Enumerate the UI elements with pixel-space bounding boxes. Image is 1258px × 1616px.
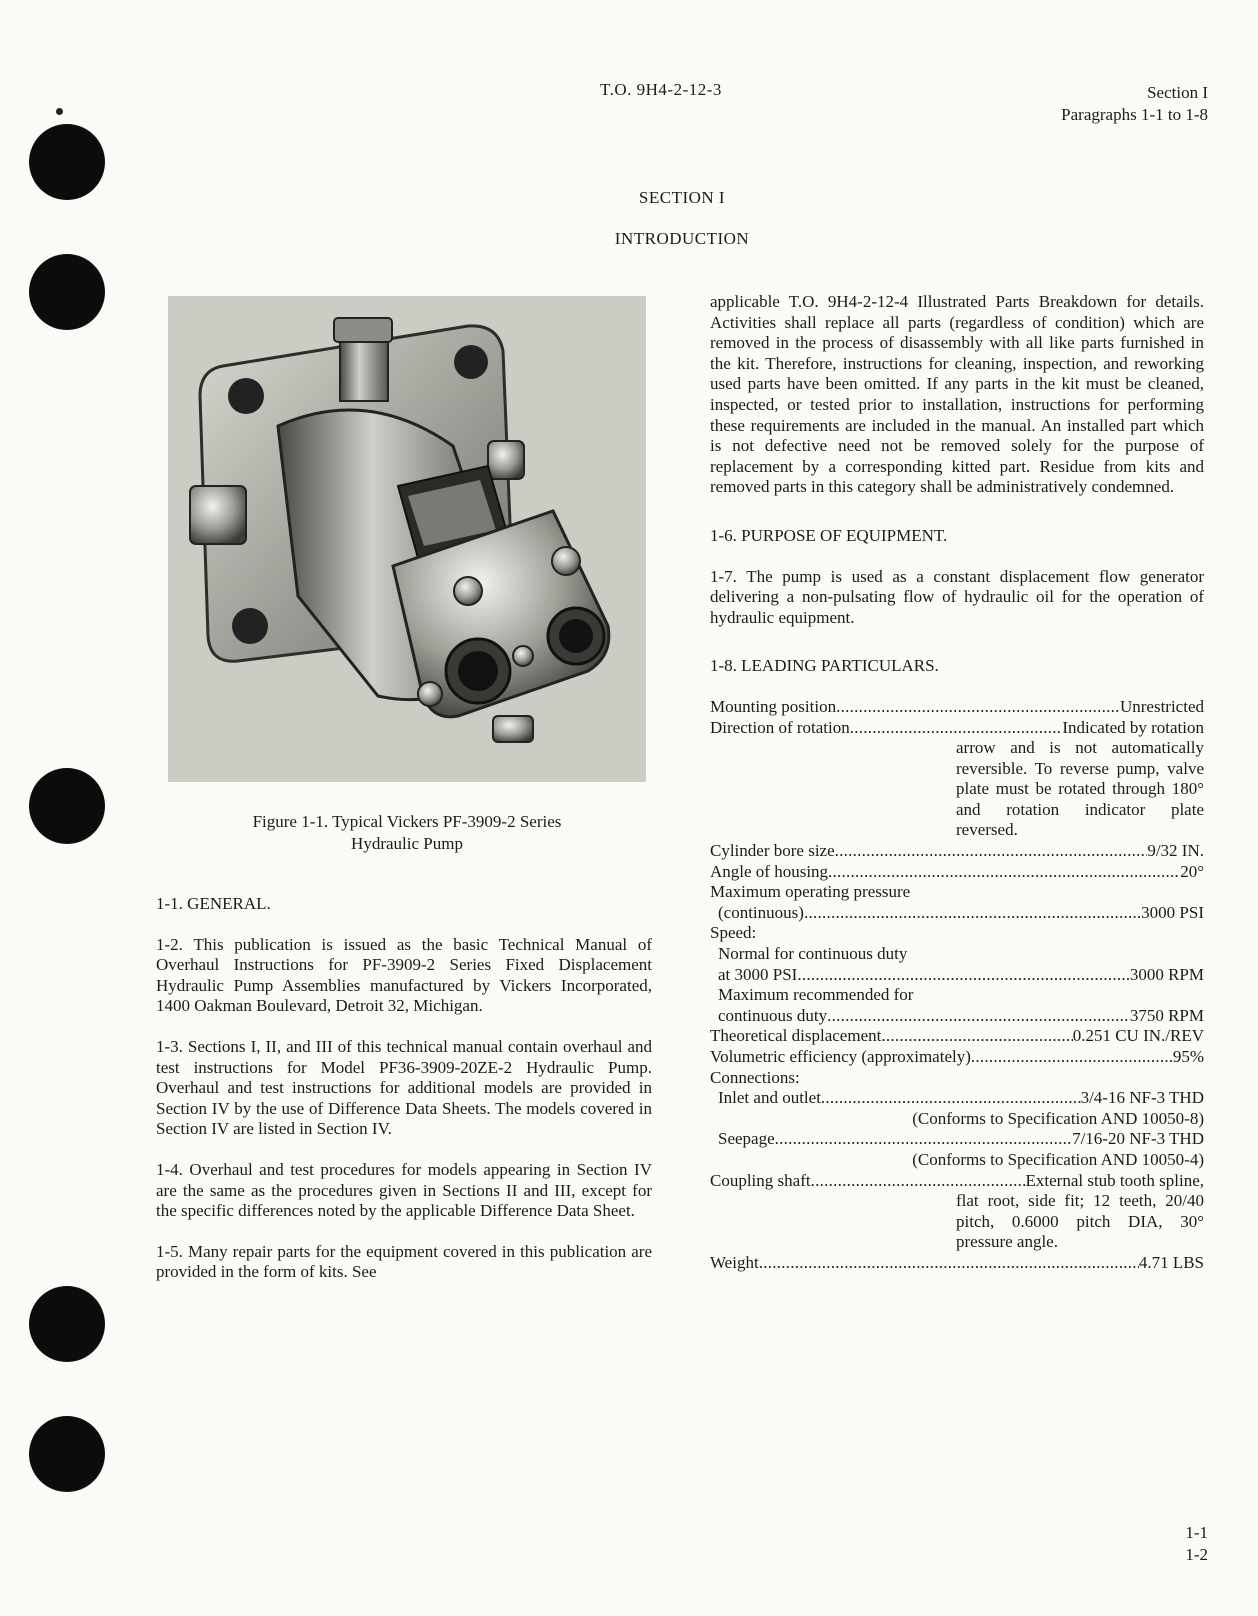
value: 3000 RPM (1129, 964, 1204, 984)
seepage-specification-note: (Conforms to Specification AND 10050-4) (912, 1149, 1204, 1169)
value: 3/4-16 NF-3 THD (1080, 1088, 1204, 1108)
section-reference (1061, 82, 1208, 126)
normal-duty-heading: Normal for continuous duty (718, 944, 908, 964)
section-label: Section I (1147, 83, 1208, 102)
value: 3000 PSI (1141, 902, 1204, 922)
figure-caption (168, 811, 646, 855)
row-volumetric-efficiency (710, 1047, 1204, 1068)
label: continuous duty (718, 1005, 828, 1025)
leader-dots (804, 903, 1141, 924)
leader-dots (881, 1026, 1072, 1047)
left-column (156, 894, 652, 1303)
row-normal-speed (710, 965, 1204, 986)
leader-dots (775, 1129, 1072, 1150)
section-title: SECTION I (638, 188, 726, 207)
label: Theoretical displacement (710, 1026, 882, 1046)
label: Weight (710, 1252, 759, 1272)
value: 3750 RPM (1129, 1005, 1204, 1025)
connections-heading: Connections: (710, 1067, 800, 1087)
leading-particulars-list (710, 697, 1204, 1274)
leader-dots (759, 1253, 1139, 1274)
introduction-title: INTRODUCTION (614, 229, 750, 248)
stray-mark (56, 108, 63, 115)
leader-dots (835, 841, 1148, 862)
row-seepage (710, 1129, 1204, 1150)
binder-hole-5 (29, 1416, 105, 1492)
row-theoretical-displacement (710, 1026, 1204, 1047)
binder-hole-2 (29, 254, 105, 330)
value: 4.71 LBS (1138, 1252, 1204, 1272)
leader-dots (811, 1171, 1026, 1192)
leader-dots (821, 1088, 1081, 1109)
figure-caption-line-1: Figure 1-1. Typical Vickers PF-3909-2 Series (252, 812, 562, 831)
binder-hole-4 (29, 1286, 105, 1362)
row-operating-pressure (710, 903, 1204, 924)
label: Seepage (718, 1129, 775, 1149)
heading-general: 1-1. GENERAL. (156, 894, 271, 913)
right-column (710, 292, 1204, 1274)
label: Coupling shaft (710, 1170, 811, 1190)
speed-heading: Speed: (710, 923, 757, 943)
leader-dots (827, 1006, 1130, 1027)
value: Unrestricted (1119, 696, 1204, 716)
coupling-continued: flat root, side fit; 12 teeth, 20/40 pitch, 0.6000 pitch DIA, 30° pressure angle. (956, 1191, 1204, 1252)
pressure-heading: Maximum operating pressure (710, 882, 911, 902)
row-weight (710, 1253, 1204, 1274)
leader-dots (797, 965, 1129, 986)
leader-dots (828, 862, 1180, 883)
heading-leading-particulars: 1-8. LEADING PARTICULARS. (710, 656, 939, 676)
value: Indicated by rotation (1062, 717, 1204, 737)
page-number-b: 1-2 (1185, 1545, 1208, 1564)
heading-purpose: 1-6. PURPOSE OF EQUIPMENT. (710, 525, 948, 545)
figure-caption-line-2: Hydraulic Pump (351, 834, 463, 853)
pump-photograph (168, 296, 646, 782)
label: Inlet and outlet (718, 1088, 821, 1108)
page-number (1185, 1522, 1208, 1566)
value: 9/32 IN. (1147, 841, 1204, 861)
row-angle-of-housing (710, 862, 1204, 883)
inlet-specification-note: (Conforms to Specification AND 10050-8) (912, 1108, 1204, 1128)
binder-hole-3 (29, 768, 105, 844)
label: Direction of rotation (710, 717, 850, 737)
row-coupling-shaft (710, 1171, 1204, 1192)
paragraph-1-2: 1-2. This publication is issued as the basic Technical Manual of Overhaul Instructions for PF-3909-2 Series Fixed Displacement Hydraulic Pump Assemblies manufactured by Vickers Incorporated, 1400 Oakman Boulevard, Detroit 32, Michigan. (156, 934, 652, 1016)
paragraph-range: Paragraphs 1-1 to 1-8 (1061, 105, 1208, 124)
label: at 3000 PSI (718, 964, 798, 984)
value: External stub tooth spline, (1025, 1170, 1204, 1190)
row-direction-of-rotation (710, 718, 1204, 739)
page-number-a: 1-1 (1185, 1523, 1208, 1542)
paragraph-1-4: 1-4. Overhaul and test procedures for models appearing in Section IV are the same as the procedures given in Sections II and III, except for the specific differences noted by the applicable Difference Data Sheet. (156, 1159, 652, 1221)
row-mounting-position (710, 697, 1204, 718)
label: Mounting position (710, 696, 837, 716)
paragraph-1-7: 1-7. The pump is used as a constant displacement flow generator delivering a non-pulsating flow of hydraulic oil for the operation of hydraulic equipment. (710, 566, 1204, 627)
label: Cylinder bore size (710, 841, 835, 861)
row-max-speed (710, 1006, 1204, 1027)
value: 20° (1180, 861, 1204, 881)
leader-dots (836, 697, 1120, 718)
value: 95% (1172, 1047, 1204, 1066)
label: (continuous) (718, 902, 804, 922)
paragraph-1-5-continued: applicable T.O. 9H4-2-12-4 Illustrated Parts Breakdown for details. Activities shall replace all parts (regardless of condition) which are removed in the process of disassembly with all like parts furnished in the kit. Therefore, instructions for cleaning, inspection, and reworking used parts have been omitted. If any parts in the kit must be cleaned, inspected, or tested prior to installation, instructions for performing these requirements are included in the manual. An installed part which is not defective need not be removed solely for the purpose of replacement by a corresponding kitted part. Residue from kits and removed parts in this category shall be administratively condemned. (710, 292, 1204, 497)
rotation-continued: arrow and is not automatically reversible. To reverse pump, valve plate must be rotated through 180° and rotation indicator plate reversed. (956, 738, 1204, 840)
label: Volumetric efficiency (approximately) (710, 1047, 971, 1066)
leader-dots (971, 1047, 1173, 1068)
leader-dots (850, 718, 1063, 739)
hydraulic-pump-illustration (168, 296, 646, 782)
value: 7/16-20 NF-3 THD (1072, 1129, 1204, 1149)
row-inlet-outlet (710, 1088, 1204, 1109)
to-number: T.O. 9H4-2-12-3 (600, 80, 722, 99)
label: Angle of housing (710, 861, 829, 881)
max-recommended-heading: Maximum recommended for (718, 985, 914, 1005)
row-cylinder-bore-size (710, 841, 1204, 862)
paragraph-1-5: 1-5. Many repair parts for the equipment covered in this publication are provided in the form of kits. See (156, 1241, 652, 1282)
paragraph-1-3: 1-3. Sections I, II, and III of this technical manual contain overhaul and test instructions for Model PF36-3909-20ZE-2 Hydraulic Pump. Overhaul and test instructions for additional models are provided in Section IV by the use of Difference Data Sheets. The models covered in Section IV are listed in Section IV. (156, 1036, 652, 1139)
value: 0.251 CU IN./REV (1072, 1026, 1204, 1046)
